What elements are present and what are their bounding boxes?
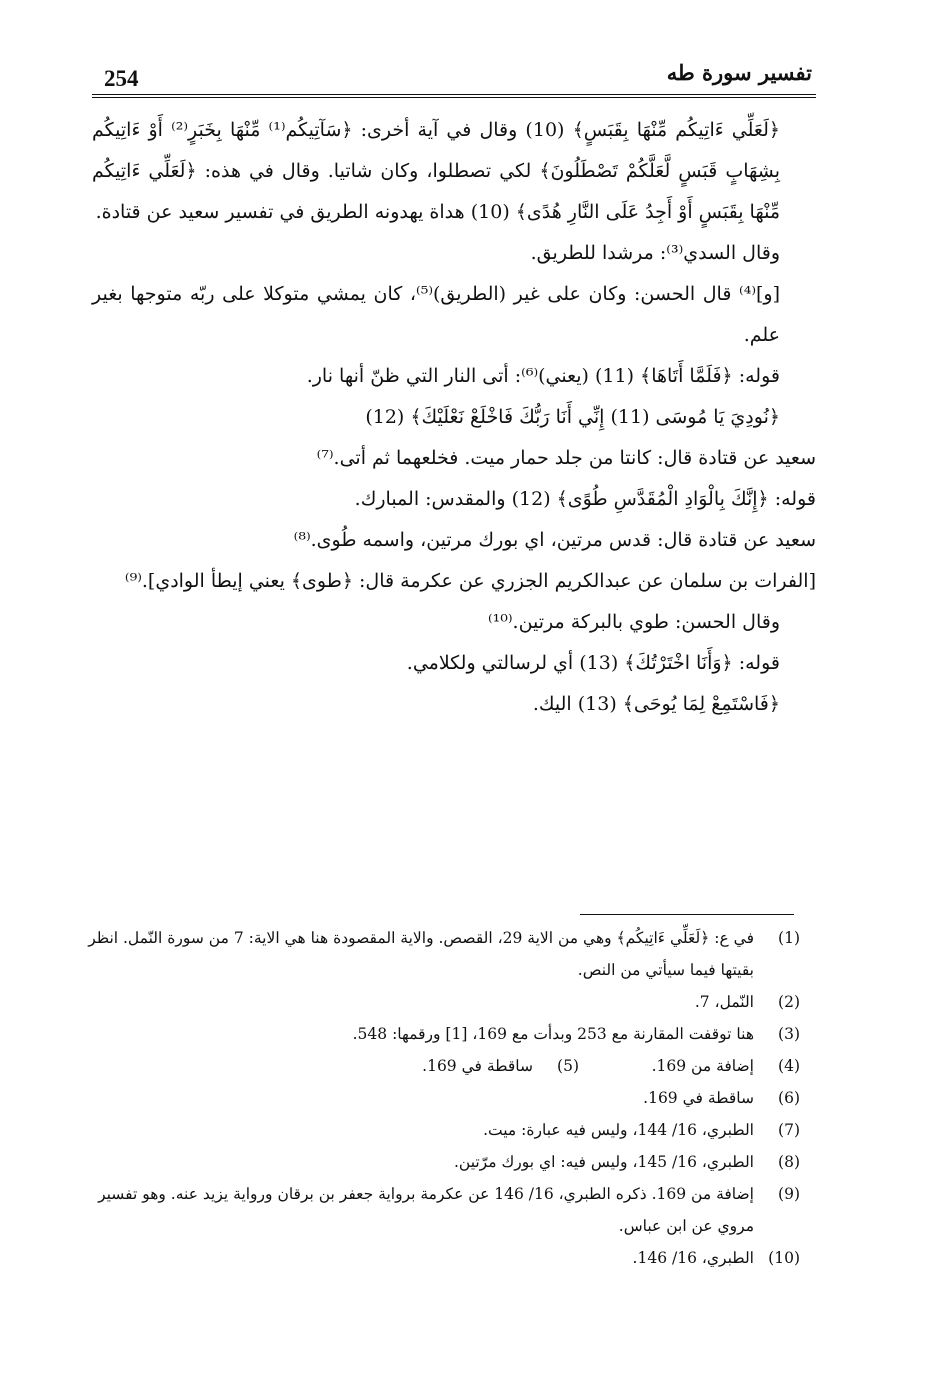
- footnote-number: (4): [778, 1057, 800, 1075]
- footnote-text: ساقطة في 169.: [643, 1089, 754, 1107]
- page-number: 254: [104, 66, 139, 91]
- footnote-number: (8): [778, 1153, 800, 1171]
- footnote-number: (7): [778, 1121, 800, 1139]
- footnote-item: [76, 1146, 800, 1178]
- footnote-number: (10): [768, 1249, 800, 1267]
- main-text: [92, 110, 816, 725]
- footnote-text: إضافة من 169.: [651, 1057, 754, 1075]
- header-rule: [92, 94, 816, 98]
- footnote-item: [76, 1050, 800, 1082]
- footnote-text: ساقطة في 169.: [422, 1057, 533, 1075]
- footnote-text: الطبري، 16/ 144، وليس فيه عبارة: ميت.: [483, 1121, 754, 1139]
- paragraph: سعيد عن قتادة قال: كانتا من جلد حمار ميت. فخلعهما ثم أتى.⁽⁷⁾: [316, 447, 816, 469]
- footnote-text: الطبري، 16/ 146.: [632, 1249, 754, 1267]
- paragraph: سعيد عن قتادة قال: قدس مرتين، اي بورك مرتين، واسمه طُوى.⁽⁸⁾: [293, 529, 816, 551]
- paragraph: قوله: ﴿وَأَنَا اخْتَرْتُكَ﴾ (13) أي لرسالتي ولكلامي.: [406, 652, 780, 674]
- paragraph: وقال الحسن: طوي بالبركة مرتين.⁽¹⁰⁾: [487, 611, 780, 633]
- footnotes: [76, 922, 800, 1274]
- footnote-text: النّمل، 7.: [694, 993, 754, 1011]
- footnote-number: (1): [778, 929, 800, 947]
- footnote-number: (6): [778, 1089, 800, 1107]
- footnote-pair: [76, 1050, 754, 1082]
- footnote-number: (3): [778, 1025, 800, 1043]
- paragraph: وقال السدي⁽³⁾: مرشدا للطريق.: [530, 242, 780, 264]
- footnote-item: [76, 1114, 800, 1146]
- paragraph: ﴿نُودِيَ يَا مُوسَى (11) إِنِّي أَنَا رَبُّكَ فَاخْلَعْ نَعْلَيْكَ﴾ (12): [365, 406, 780, 428]
- footnote-item: [76, 1242, 800, 1274]
- paragraph: قوله: ﴿إِنَّكَ بِالْوَادِ الْمُقَدَّسِ طُوًى﴾ (12) والمقدس: المبارك.: [354, 488, 816, 510]
- paragraph: ﴿فَاسْتَمِعْ لِمَا يُوحَى﴾ (13) اليك.: [532, 693, 780, 715]
- page-header: [92, 58, 816, 94]
- footnote-text: في ع: ﴿لَعَلِّي ءَاتِيكُم﴾ وهي من الاية 29، القصص. والاية المقصودة هنا هي الاية: 7 من سورة النّمل. انظر بقيتها فيما سيأتي من النص.: [88, 929, 754, 979]
- footnote-text: إضافة من 169. ذكره الطبري، 16/ 146 عن عكرمة برواية جعفر بن برقان ورواية يزيد عنه. وهو تفسير مروي عن ابن عباس.: [98, 1185, 754, 1235]
- paragraph: [الفرات بن سلمان عن عبدالكريم الجزري عن عكرمة قال: ﴿طوى﴾ يعني إيطأ الوادي].⁽⁹⁾: [124, 570, 816, 592]
- footnote-text: الطبري، 16/ 145، وليس فيه: اي بورك مرّتين.: [453, 1153, 754, 1171]
- footnote-item: [76, 1082, 800, 1114]
- footnote-number: (2): [778, 993, 800, 1011]
- paragraph: قوله: ﴿فَلَمَّا أَتَاهَا﴾ (11) (يعني)⁽⁶⁾: أتى النار التي ظنّ أنها نار.: [306, 365, 780, 387]
- footnote-text: هنا توقفت المقارنة مع 253 وبدأت مع 169، [1] ورقمها: 548.: [352, 1025, 754, 1043]
- footnote-rule: [580, 914, 794, 915]
- footnote-number: (9): [778, 1185, 800, 1203]
- footnote-item: [76, 922, 800, 986]
- footnote-item: [76, 1018, 800, 1050]
- running-title: تفسير سورة طه: [666, 60, 812, 85]
- paragraph: ﴿لَعَلِّي ءَاتِيكُم مِّنْهَا بِقَبَسٍ﴾ (10) وقال في آية أخرى: ﴿سَآتِيكُم⁽¹⁾ مِّنْهَا بِخَبَرٍ⁽²⁾ أَوْ ءَاتِيكُم بِشِهَابٍ قَبَسٍ لَّعَلَّكُمْ تَصْطَلُونَ﴾ لكي تصطلوا، وكان شاتيا. وقال في هذه: ﴿لَعَلِّي ءَاتِيكُم مِّنْهَا بِقَبَسٍ أَوْ أَجِدُ عَلَى النَّارِ هُدًى﴾ (10) هداة يهدونه الطريق في تفسير سعيد عن قتادة.: [92, 119, 781, 223]
- paragraph: [و]⁽⁴⁾ قال الحسن: وكان على غير (الطريق)⁽⁵⁾، كان يمشي متوكلا على ربّه متوجها بغير علم.: [92, 283, 780, 346]
- footnote-number: (5): [557, 1057, 579, 1075]
- footnote-item: [76, 1178, 800, 1242]
- footnote-item: [76, 986, 800, 1018]
